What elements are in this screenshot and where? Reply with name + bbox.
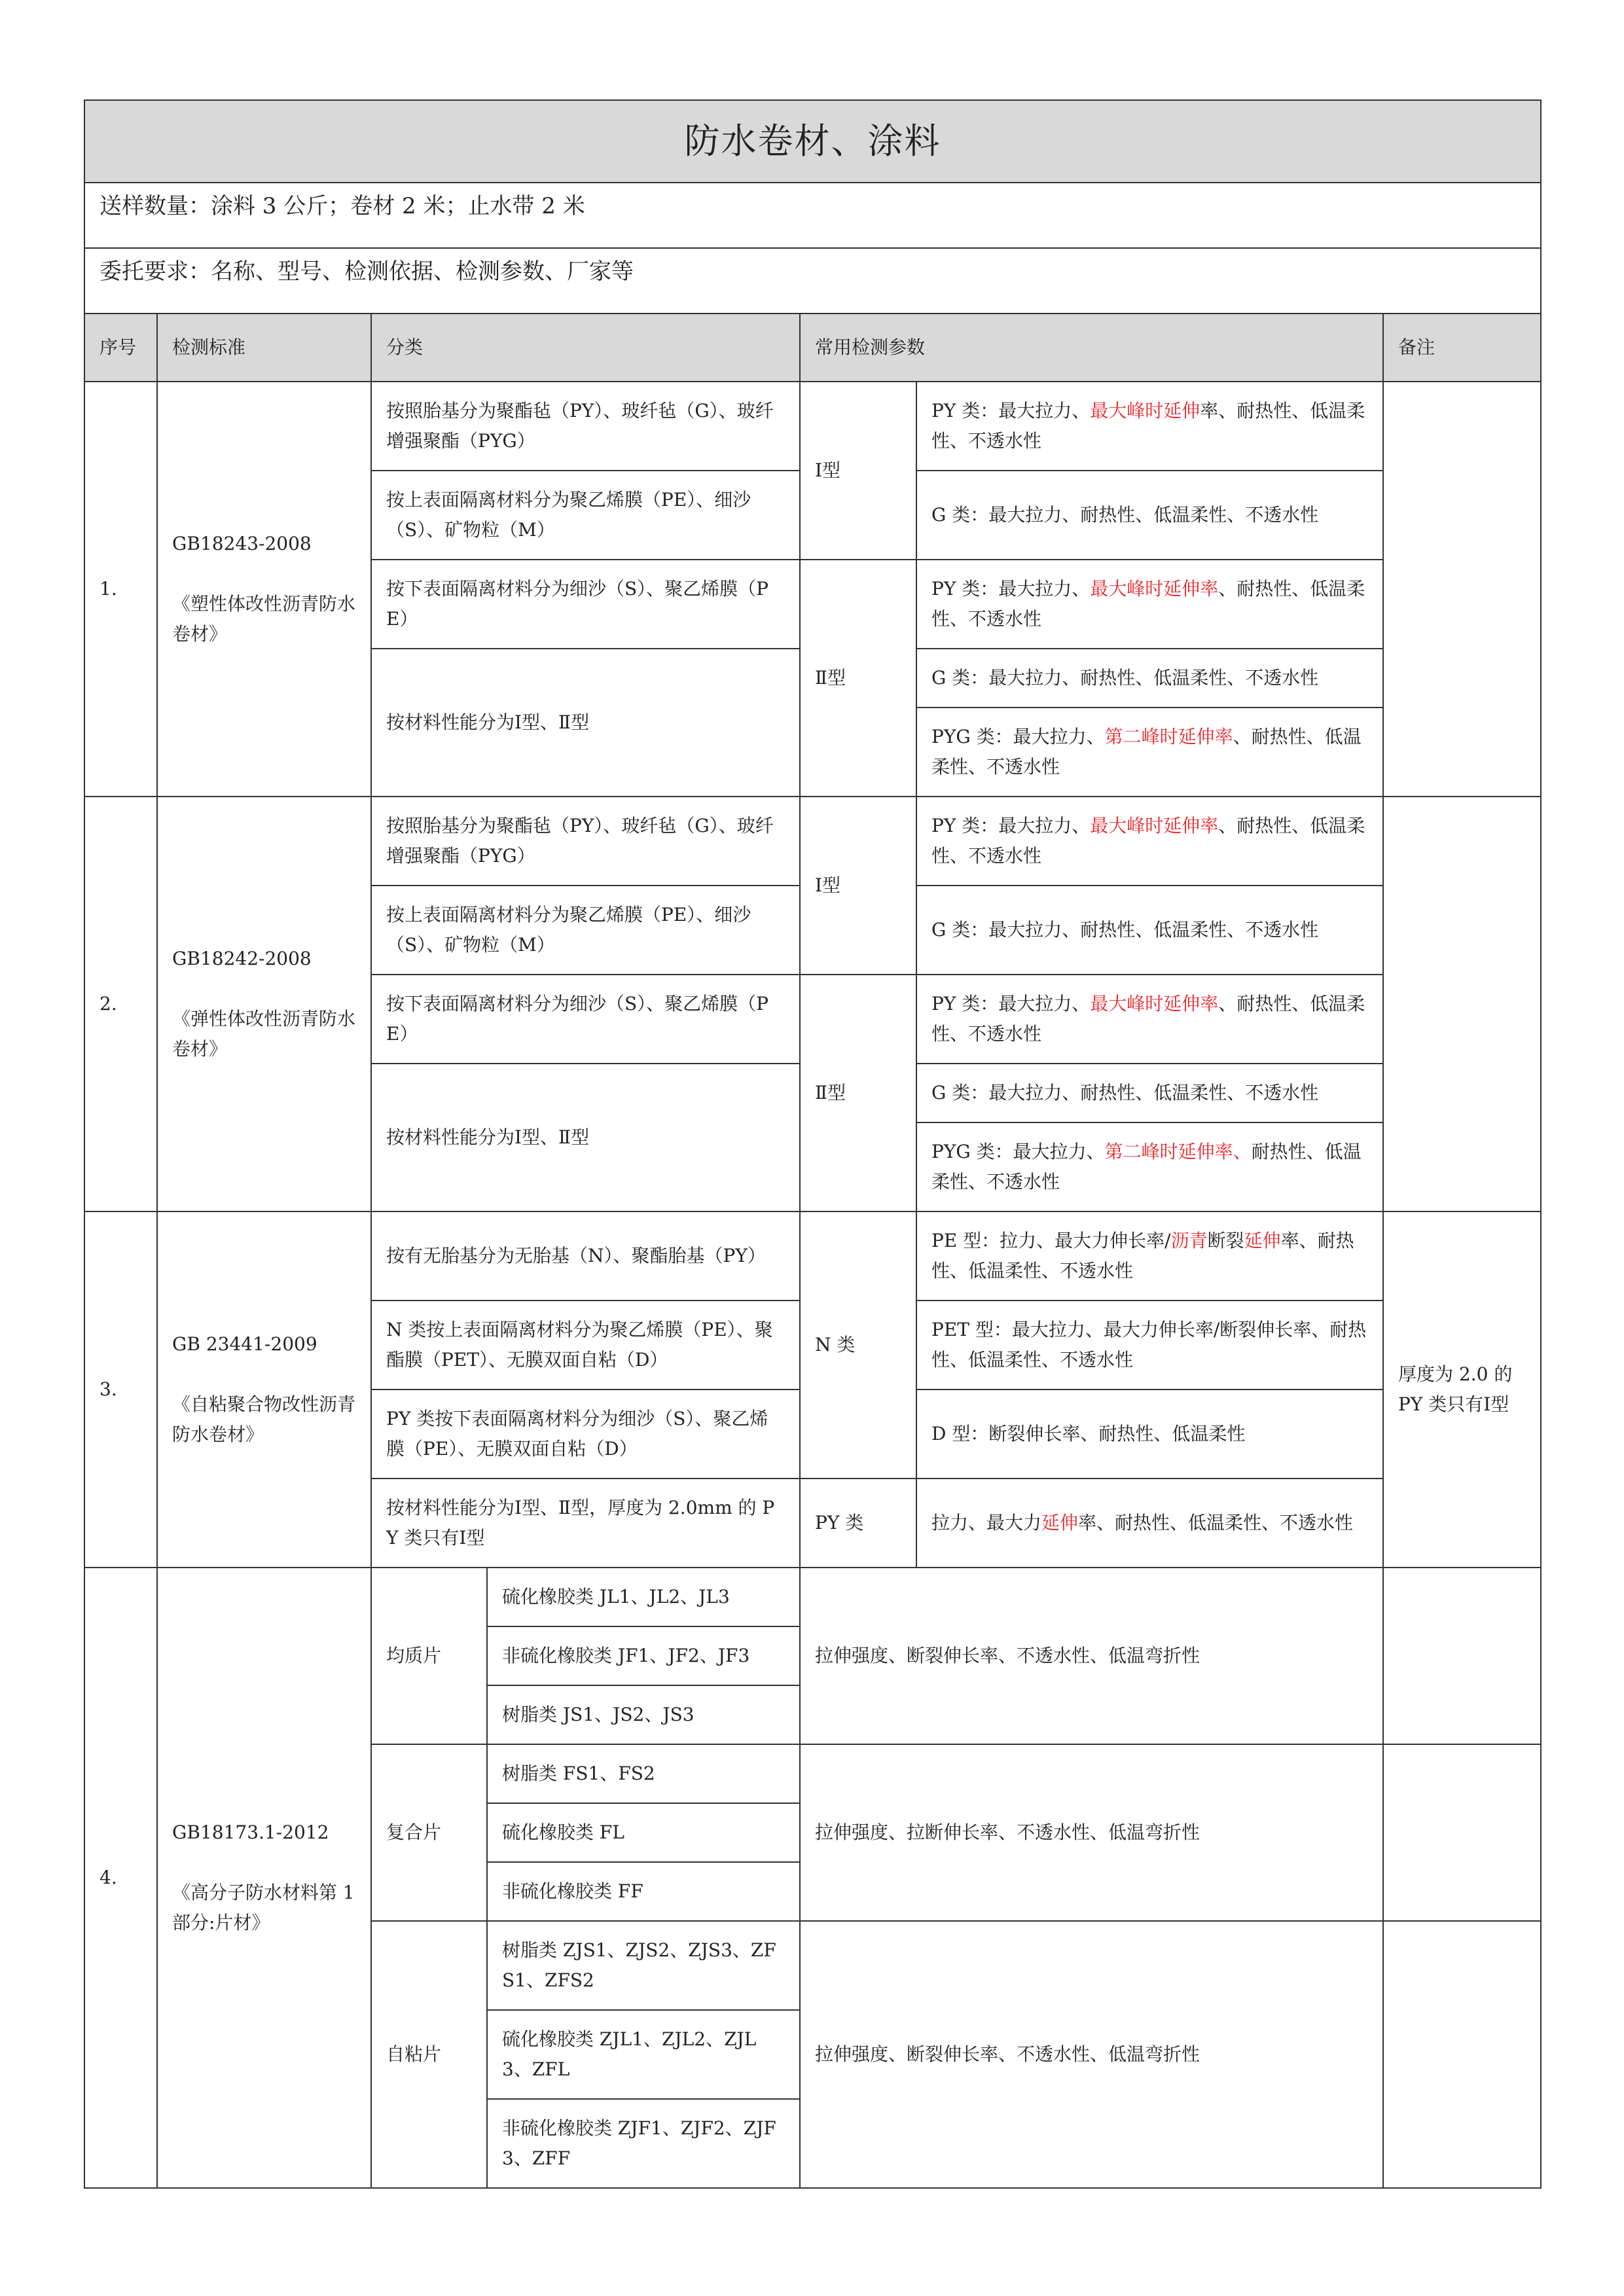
params-cell: G 类：最大拉力、耐热性、低温柔性、不透水性 [916,1064,1383,1122]
row-number: 3. [84,1211,157,1568]
subtype-cell: 硫化橡胶类 ZJL1、ZJL2、ZJL3、ZFL [487,2010,800,2099]
category-cell: 按材料性能分为Ⅰ型、Ⅱ型 [371,649,800,797]
header-category: 分类 [371,314,800,382]
type-cell: PY 类 [800,1479,916,1568]
note-cell [1383,797,1541,1211]
note-cell: 厚度为 2.0 的 PY 类只有Ⅰ型 [1383,1211,1541,1568]
params-cell: D 型：断裂伸长率、耐热性、低温柔性 [916,1390,1383,1479]
type-cell: Ⅱ型 [800,975,916,1211]
row-number: 2. [84,797,157,1211]
category-cell: 按上表面隔离材料分为聚乙烯膜（PE）、细沙（S）、矿物粒（M） [371,471,800,560]
header-no: 序号 [84,314,157,382]
params-cell: PY 类：最大拉力、最大峰时延伸率、耐热性、低温柔性、不透水性 [916,560,1383,649]
params-cell: PE 型：拉力、最大力伸长率/沥青断裂延伸率、耐热性、低温柔性、不透水性 [916,1211,1383,1300]
standard-code: GB18243-2008 [172,533,312,554]
standard-name: 《弹性体改性沥青防水卷材》 [172,1008,356,1060]
table-row [84,797,1541,886]
header-standard: 检测标准 [157,314,371,382]
standard-cell [157,1211,371,1568]
commission-requirement: 委托要求：名称、型号、检测依据、检测参数、厂家等 [84,248,1541,314]
category-cell: 按有无胎基分为无胎基（N）、聚酯胎基（PY） [371,1211,800,1300]
standard-cell [157,382,371,797]
params-cell: PYG 类：最大拉力、第二峰时延伸率、耐热性、低温柔性、不透水性 [916,708,1383,797]
note-cell [1383,1921,1541,2188]
category-cell: 按照胎基分为聚酯毡（PY）、玻纤毡（G）、玻纤增强聚酯（PYG） [371,797,800,886]
params-cell: PYG 类：最大拉力、第二峰时延伸率、耐热性、低温柔性、不透水性 [916,1122,1383,1211]
params-cell: 拉伸强度、拉断伸长率、不透水性、低温弯折性 [800,1744,1383,1921]
params-cell: G 类：最大拉力、耐热性、低温柔性、不透水性 [916,649,1383,708]
standard-cell [157,797,371,1211]
subtype-cell: 树脂类 FS1、FS2 [487,1744,800,1803]
params-cell: G 类：最大拉力、耐热性、低温柔性、不透水性 [916,471,1383,560]
type-cell: N 类 [800,1211,916,1479]
params-cell: PY 类：最大拉力、最大峰时延伸率、耐热性、低温柔性、不透水性 [916,797,1383,886]
params-cell: PY 类：最大拉力、最大峰时延伸率、耐热性、低温柔性、不透水性 [916,975,1383,1064]
row-number: 1. [84,382,157,797]
table-row [84,1568,1541,1626]
table-header [84,314,1541,382]
standard-name: 《高分子防水材料第 1 部分:片材》 [172,1882,355,1933]
type-cell: Ⅱ型 [800,560,916,797]
params-cell: 拉伸强度、断裂伸长率、不透水性、低温弯折性 [800,1568,1383,1744]
table-row [84,1211,1541,1300]
subtype-cell: 树脂类 ZJS1、ZJS2、ZJS3、ZFS1、ZFS2 [487,1921,800,2010]
header-note: 备注 [1383,314,1541,382]
type-cell: Ⅰ型 [800,797,916,975]
standard-code: GB 23441-2009 [172,1333,317,1355]
note-cell [1383,382,1541,797]
category-cell: 按材料性能分为Ⅰ型、Ⅱ型，厚度为 2.0mm 的 PY 类只有Ⅰ型 [371,1479,800,1568]
category-cell: 按上表面隔离材料分为聚乙烯膜（PE）、细沙（S）、矿物粒（M） [371,886,800,975]
subtype-cell: 树脂类 JS1、JS2、JS3 [487,1685,800,1744]
params-cell: G 类：最大拉力、耐热性、低温柔性、不透水性 [916,886,1383,975]
note-cell [1383,1568,1541,1744]
group-label: 复合片 [371,1744,487,1921]
params-cell: PET 型：最大拉力、最大力伸长率/断裂伸长率、耐热性、低温柔性、不透水性 [916,1300,1383,1390]
category-cell: 按下表面隔离材料分为细沙（S）、聚乙烯膜（PE） [371,975,800,1064]
standard-name: 《塑性体改性沥青防水卷材》 [172,593,356,645]
params-cell: 拉伸强度、断裂伸长率、不透水性、低温弯折性 [800,1921,1383,2188]
category-cell: 按材料性能分为Ⅰ型、Ⅱ型 [371,1064,800,1211]
category-cell: PY 类按下表面隔离材料分为细沙（S）、聚乙烯膜（PE）、无膜双面自粘（D） [371,1390,800,1479]
subtype-cell: 非硫化橡胶类 JF1、JF2、JF3 [487,1626,800,1685]
params-cell: PY 类：最大拉力、最大峰时延伸率、耐热性、低温柔性、不透水性 [916,382,1383,471]
subtype-cell: 硫化橡胶类 JL1、JL2、JL3 [487,1568,800,1626]
group-label: 自粘片 [371,1921,487,2188]
sample-quantity: 送样数量：涂料 3 公斤；卷材 2 米；止水带 2 米 [84,183,1541,248]
category-cell: 按照胎基分为聚酯毡（PY）、玻纤毡（G）、玻纤增强聚酯（PYG） [371,382,800,471]
row-number: 4. [84,1568,157,2188]
table-row [84,382,1541,471]
category-cell: 按下表面隔离材料分为细沙（S）、聚乙烯膜（PE） [371,560,800,649]
header-params: 常用检测参数 [800,314,1383,382]
standard-code: GB18173.1-2012 [172,1821,329,1843]
test-table [84,99,1542,2189]
subtype-cell: 硫化橡胶类 FL [487,1803,800,1862]
standard-cell [157,1568,371,2188]
params-cell: 拉力、最大力延伸率、耐热性、低温柔性、不透水性 [916,1479,1383,1568]
group-label: 均质片 [371,1568,487,1744]
note-cell [1383,1744,1541,1921]
standard-name: 《自粘聚合物改性沥青防水卷材》 [172,1393,356,1445]
page-title: 防水卷材、涂料 [84,100,1541,183]
subtype-cell: 非硫化橡胶类 ZJF1、ZJF2、ZJF3、ZFF [487,2099,800,2188]
type-cell: Ⅰ型 [800,382,916,560]
category-cell: N 类按上表面隔离材料分为聚乙烯膜（PE）、聚酯膜（PET）、无膜双面自粘（D） [371,1300,800,1390]
standard-code: GB18242-2008 [172,948,312,969]
subtype-cell: 非硫化橡胶类 FF [487,1862,800,1921]
